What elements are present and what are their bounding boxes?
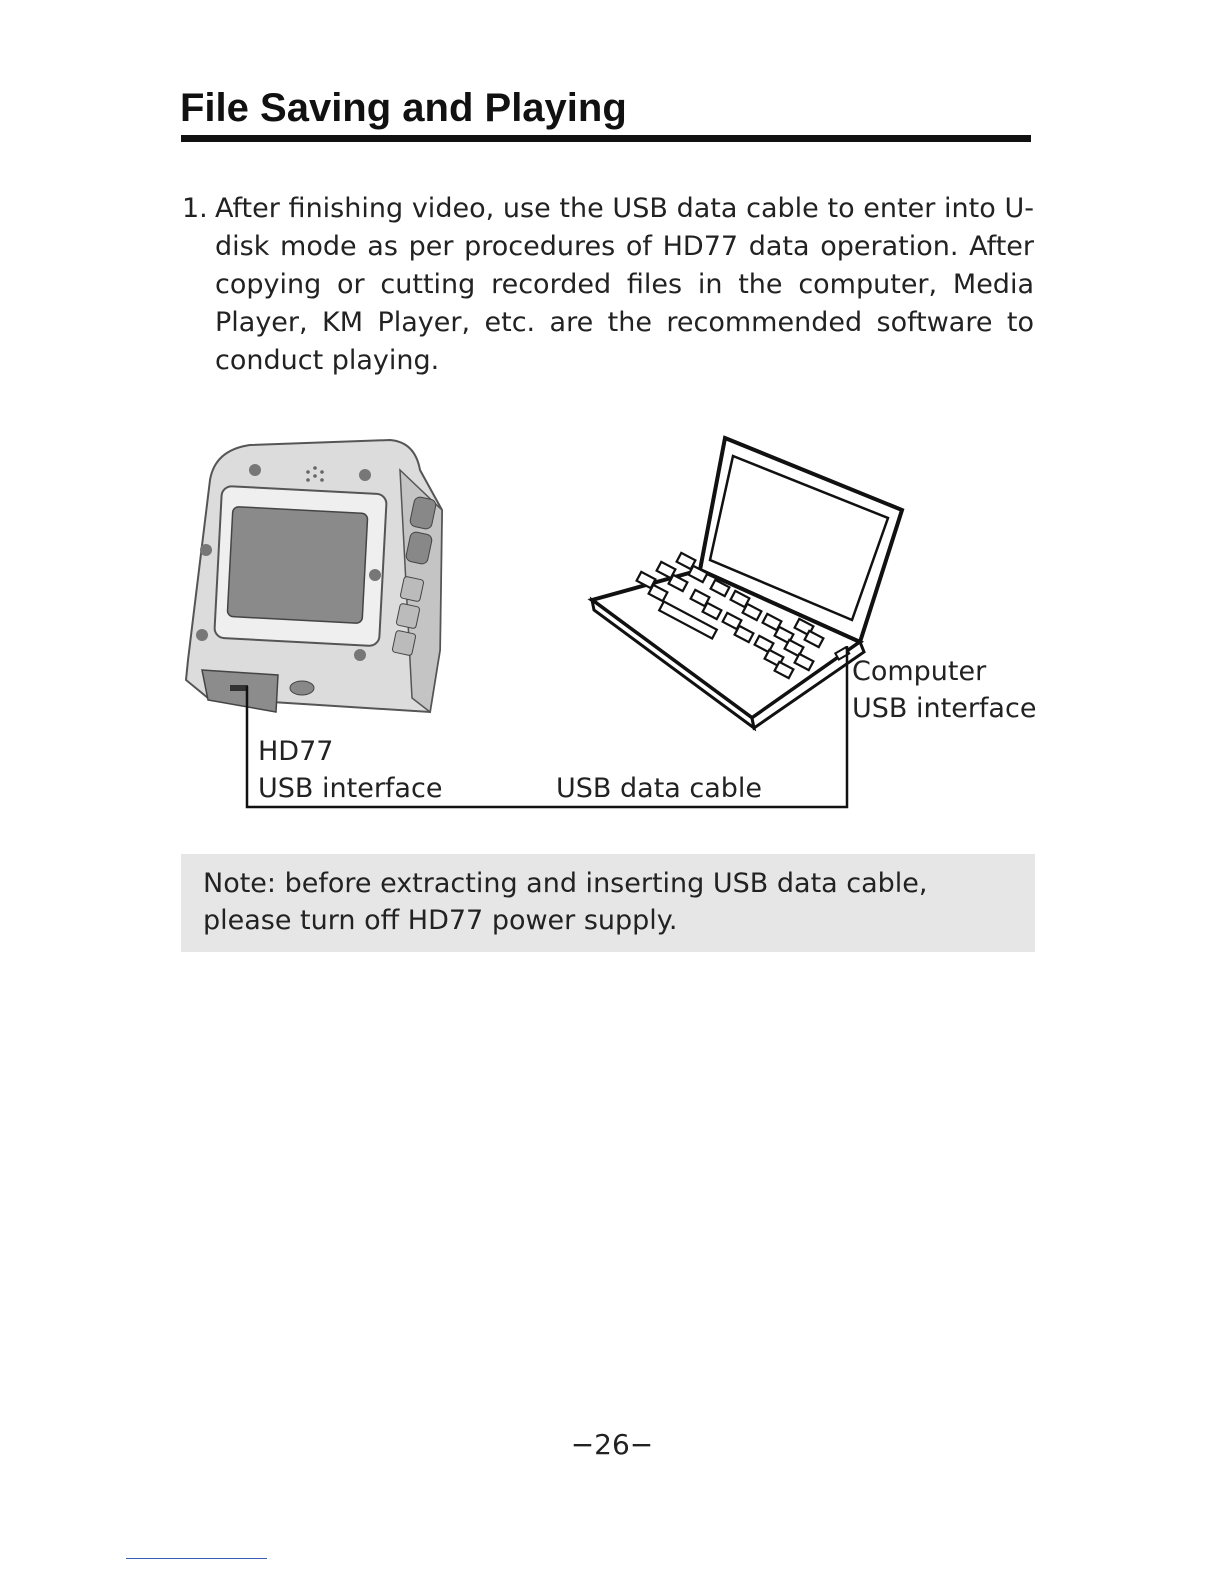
hd77-label-line1: HD77 — [258, 736, 334, 767]
page-number: −26− — [570, 1428, 654, 1461]
usb-connection-diagram — [180, 430, 1040, 830]
hd77-label-line2: USB interface — [258, 773, 443, 804]
page-title: File Saving and Playing — [180, 86, 627, 130]
hd77-camera-illustration — [186, 440, 442, 712]
step-text: After finishing video, use the USB data cable to enter into U-disk mode as per procedures of HD77 data operation. After copying or cutting recorded files in the computer, Media Player, KM Player, etc. are the recommended software to conduct playing. — [215, 193, 1034, 376]
step-number: 1. — [182, 193, 208, 224]
computer-label-line2: USB interface — [852, 693, 1037, 724]
note-text: Note: before extracting and inserting USB data cable, please turn off HD77 power supply. — [203, 868, 928, 936]
note-box — [181, 854, 1035, 952]
usb-cable-label: USB data cable — [556, 773, 763, 804]
step-1 — [182, 190, 1034, 380]
computer-label-line1: Computer — [852, 656, 987, 687]
title-underline — [181, 135, 1031, 142]
footer-line — [126, 1558, 267, 1559]
